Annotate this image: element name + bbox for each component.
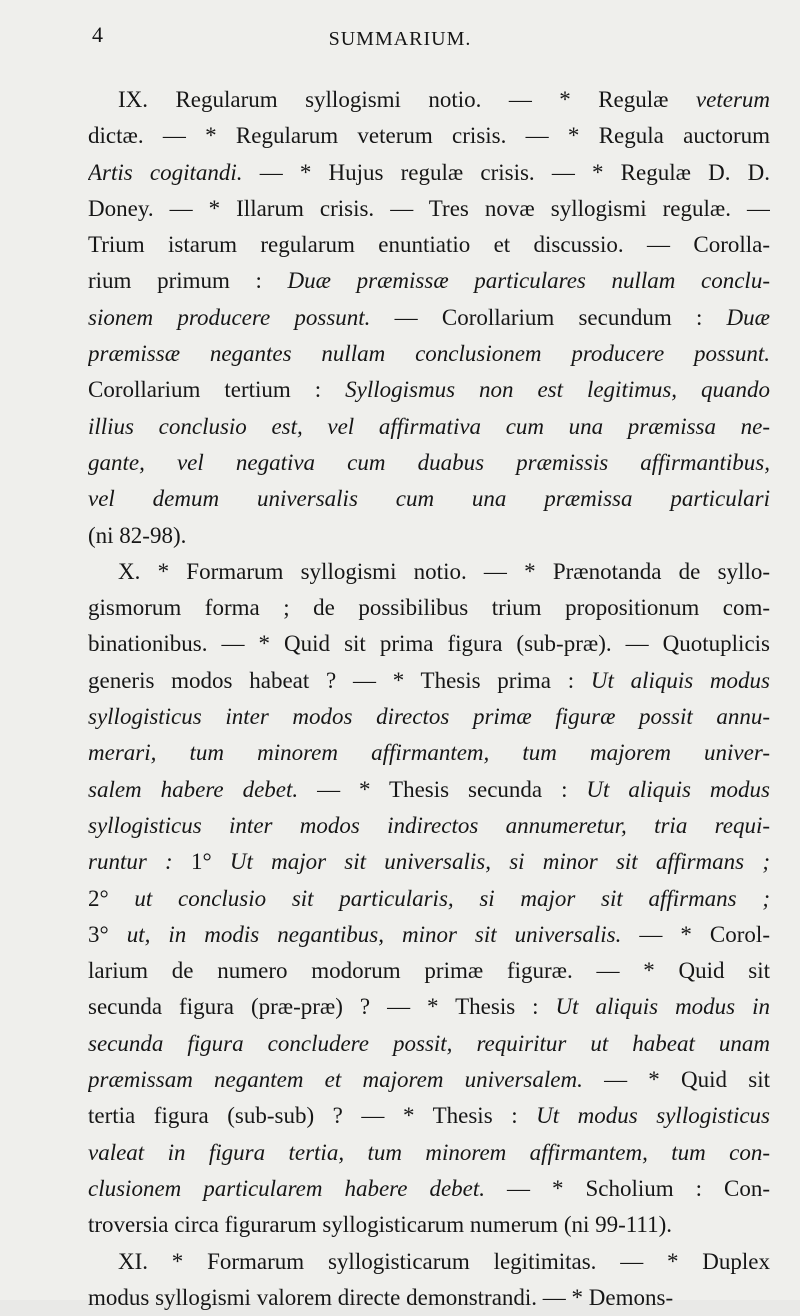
roman-segment: binationibus. — * Quid sit prima figura (sub-præ). — Quotuplicis (88, 631, 770, 656)
italic-segment: Ut modus syllogisticus (536, 1103, 770, 1128)
roman-segment: Trium istarum regularum enuntiatio et discussio. — Corolla- (88, 232, 770, 257)
roman-segment: 3° (88, 922, 127, 947)
text-line (88, 663, 770, 699)
paragraph-xi (88, 1244, 770, 1316)
text-line (88, 881, 770, 917)
text-line (88, 1098, 770, 1134)
italic-segment: Ut aliquis modus (586, 777, 770, 802)
text-line (88, 118, 770, 154)
italic-segment: gante, vel negativa cum duabus præmissis affirmantibus, (88, 450, 770, 475)
text-line (88, 82, 770, 118)
roman-segment: — * Hujus regulæ crisis. — * Regulæ D. D. (243, 160, 770, 185)
page-number: 4 (92, 22, 103, 48)
text-line (88, 518, 770, 554)
roman-segment: larium de numero modorum primæ figuræ. — * Quid sit (88, 958, 770, 983)
roman-segment: (ni 82-98). (88, 523, 186, 548)
italic-segment: sionem producere possunt. (88, 305, 370, 330)
text-line (88, 1062, 770, 1098)
roman-segment: XI. * Formarum syllogisticarum legitimitas. — * Duplex (118, 1249, 770, 1274)
roman-segment: tertia figura (sub-sub) ? — * Thesis : (88, 1103, 536, 1128)
roman-segment: Corollarium tertium : (88, 377, 345, 402)
italic-segment: syllogisticus inter modos directos primæ figuræ possit annu- (88, 704, 770, 729)
italic-segment: Ut major sit universalis, si minor sit affirmans ; (230, 849, 770, 874)
italic-segment: Syllogismus non est legitimus, quando (345, 377, 770, 402)
text-line (88, 554, 770, 590)
italic-segment: præmissæ negantes nullam conclusionem producere possunt. (88, 341, 770, 366)
text-line (88, 989, 770, 1025)
italic-segment: syllogisticus inter modos indirectos annumeretur, tria requi- (88, 813, 770, 838)
roman-segment: — * Scholium : Con- (485, 1176, 770, 1201)
text-line (88, 300, 770, 336)
text-line (88, 917, 770, 953)
italic-segment: vel demum universalis cum una præmissa particulari (88, 486, 770, 511)
text-line (88, 626, 770, 662)
roman-segment: modus syllogismi valorem directe demonstrandi. — * Demons- (88, 1285, 673, 1310)
roman-segment: — Corollarium secundum : (370, 305, 726, 330)
italic-segment: Ut aliquis modus in (556, 994, 771, 1019)
italic-segment: clusionem particularem habere debet. (88, 1176, 485, 1201)
paragraph-ix (88, 82, 770, 554)
italic-segment: ut, in modis negantibus, minor sit universalis. (127, 922, 622, 947)
roman-segment: generis modos habeat ? — * Thesis prima : (88, 668, 591, 693)
text-line (88, 227, 770, 263)
text-line (88, 953, 770, 989)
italic-segment: Ut aliquis modus (591, 668, 770, 693)
roman-segment: X. * Formarum syllogismi notio. — * Prænotanda de syllo- (118, 559, 770, 584)
italic-segment: runtur : (88, 849, 191, 874)
text-line (88, 590, 770, 626)
text-line (88, 372, 770, 408)
text-line (88, 772, 770, 808)
text-line (88, 445, 770, 481)
roman-segment: — * Thesis secunda : (298, 777, 586, 802)
text-line (88, 699, 770, 735)
italic-segment: præmissam negantem et majorem universalem. (88, 1067, 583, 1092)
italic-segment: valeat in figura tertia, tum minorem affirmantem, tum con- (88, 1140, 770, 1165)
roman-segment: — * Corol- (621, 922, 770, 947)
text-line (88, 1244, 770, 1280)
italic-segment: Artis cogitandi. (88, 160, 243, 185)
running-title: SUMMARIUM. (0, 28, 800, 51)
text-line (88, 1171, 770, 1207)
paragraph-x (88, 554, 770, 1244)
text-line (88, 735, 770, 771)
roman-segment: troversia circa figurarum syllogisticarum numerum (ni 99-111). (88, 1212, 672, 1237)
roman-segment: dictæ. — * Regularum veterum crisis. — * Regula auctorum (88, 123, 770, 148)
italic-segment: salem habere debet. (88, 777, 298, 802)
roman-segment: 2° (88, 886, 134, 911)
text-line (88, 1280, 770, 1316)
text-line (88, 808, 770, 844)
summary-body (88, 82, 770, 1316)
text-line (88, 336, 770, 372)
roman-segment: 1° (191, 849, 230, 874)
text-line (88, 1135, 770, 1171)
italic-segment: Duæ (727, 305, 770, 330)
italic-segment: ut conclusio sit particularis, si major sit affirmans ; (134, 886, 770, 911)
italic-segment: Duæ præmissæ particulares nullam conclu- (288, 268, 770, 293)
text-line (88, 409, 770, 445)
italic-segment: merari, tum minorem affirmantem, tum majorem univer- (88, 740, 770, 765)
roman-segment: gismorum forma ; de possibilibus trium propositionum com- (88, 595, 770, 620)
roman-segment: Doney. — * Illarum crisis. — Tres novæ syllogismi regulæ. — (88, 196, 770, 221)
text-line (88, 263, 770, 299)
roman-segment: IX. Regularum syllogismi notio. — * Regulæ (118, 87, 696, 112)
italic-segment: secunda figura concludere possit, requiritur ut habeat unam (88, 1031, 770, 1056)
running-head (0, 22, 800, 52)
text-line (88, 1026, 770, 1062)
text-line (88, 481, 770, 517)
italic-segment: veterum (696, 87, 770, 112)
text-line (88, 155, 770, 191)
roman-segment: secunda figura (præ-præ) ? — * Thesis : (88, 994, 556, 1019)
roman-segment: rium primum : (88, 268, 288, 293)
text-line (88, 1207, 770, 1243)
text-line (88, 844, 770, 880)
italic-segment: illius conclusio est, vel affirmativa cum una præmissa ne- (88, 414, 770, 439)
roman-segment: — * Quid sit (583, 1067, 770, 1092)
text-line (88, 191, 770, 227)
